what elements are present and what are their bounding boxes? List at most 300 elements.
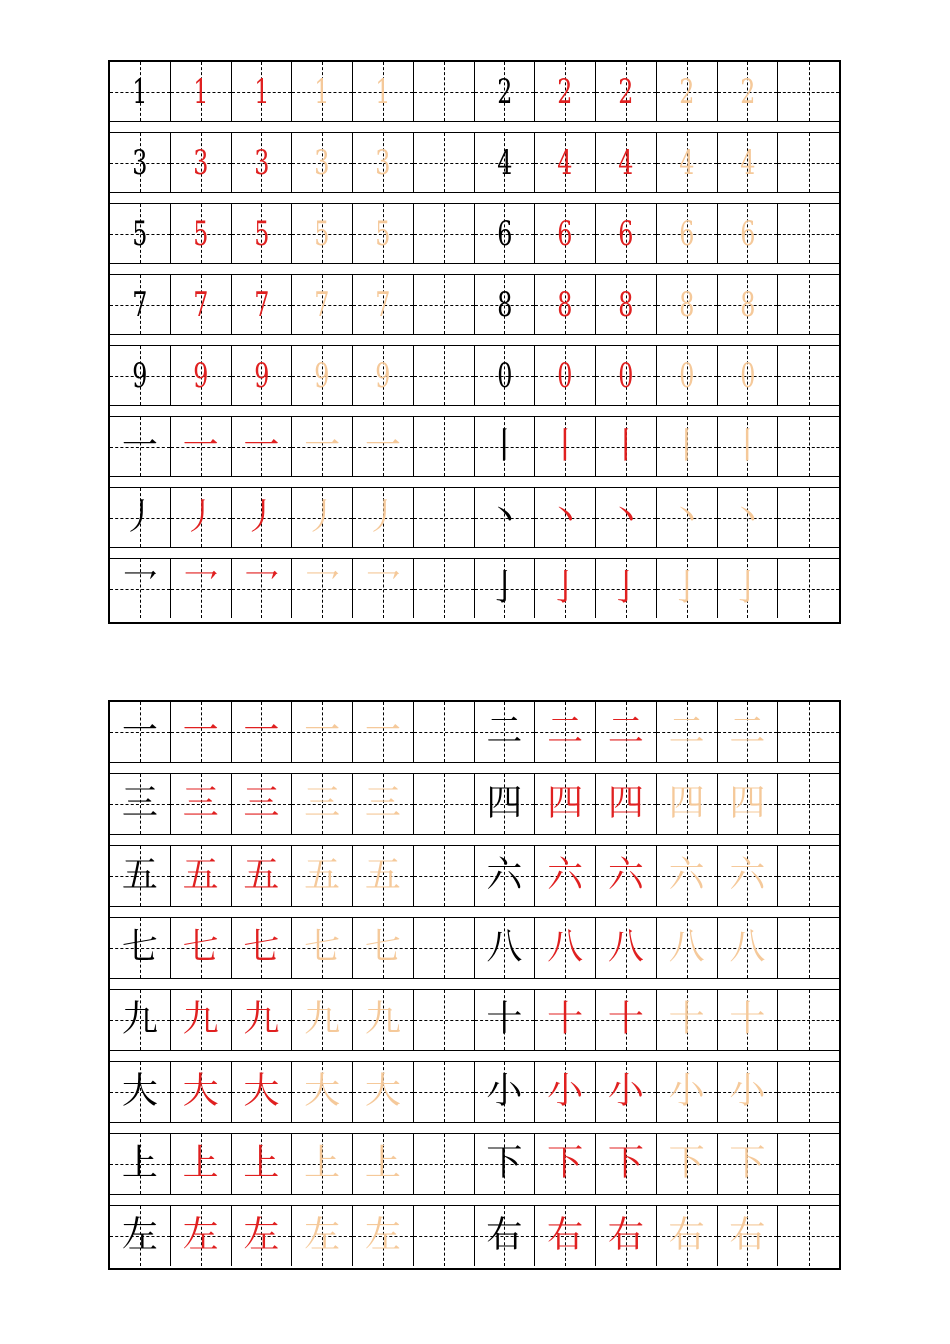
row-separator — [110, 334, 839, 346]
writing-cell[interactable] — [171, 275, 232, 334]
writing-cell[interactable] — [110, 417, 171, 476]
writing-cell[interactable] — [171, 1206, 232, 1266]
writing-cell[interactable] — [414, 62, 475, 121]
writing-cell[interactable] — [657, 417, 718, 476]
guide-line-vertical — [809, 559, 810, 618]
writing-cell[interactable] — [657, 1062, 718, 1122]
writing-cell[interactable] — [292, 346, 353, 405]
writing-cell[interactable] — [475, 702, 536, 762]
writing-cell[interactable] — [292, 133, 353, 192]
writing-cell[interactable] — [718, 346, 779, 405]
writing-cell[interactable] — [353, 990, 414, 1050]
writing-cell[interactable] — [657, 133, 718, 192]
writing-cell[interactable] — [353, 702, 414, 762]
row-separator — [110, 834, 839, 846]
writing-cell[interactable] — [657, 275, 718, 334]
writing-cell[interactable] — [778, 62, 839, 121]
writing-cell[interactable] — [171, 133, 232, 192]
writing-cell[interactable] — [778, 1206, 839, 1266]
writing-cell[interactable] — [535, 990, 596, 1050]
guide-line-vertical — [809, 774, 810, 834]
model-character: 三 — [121, 782, 158, 824]
writing-cell[interactable] — [596, 275, 657, 334]
writing-cell[interactable] — [596, 990, 657, 1050]
writing-cell[interactable] — [657, 990, 718, 1050]
writing-cell[interactable] — [292, 918, 353, 978]
model-character: 下 — [486, 1142, 523, 1184]
writing-cell[interactable] — [718, 918, 779, 978]
writing-cell[interactable] — [414, 275, 475, 334]
writing-cell[interactable] — [718, 275, 779, 334]
model-character: 亅 — [486, 566, 523, 608]
writing-cell[interactable] — [535, 204, 596, 263]
writing-cell[interactable] — [414, 204, 475, 263]
guide-line-vertical — [444, 133, 445, 192]
writing-cell[interactable] — [657, 1134, 718, 1194]
model-character: 7 — [132, 284, 148, 325]
model-character: 6 — [496, 213, 512, 254]
writing-cell[interactable] — [110, 62, 171, 121]
trace-character: 2 — [739, 71, 755, 112]
writing-cell[interactable] — [778, 702, 839, 762]
writing-cell[interactable] — [232, 204, 293, 263]
trace-character: 十 — [668, 998, 705, 1040]
writing-cell[interactable] — [232, 133, 293, 192]
writing-cell[interactable] — [535, 133, 596, 192]
writing-cell[interactable] — [596, 918, 657, 978]
writing-cell[interactable] — [718, 774, 779, 834]
writing-cell[interactable] — [596, 1062, 657, 1122]
writing-cell[interactable] — [171, 559, 232, 618]
guide-line-vertical — [444, 774, 445, 834]
trace-character: 大 — [304, 1070, 341, 1112]
writing-cell[interactable] — [414, 990, 475, 1050]
writing-cell[interactable] — [110, 275, 171, 334]
writing-cell[interactable] — [718, 204, 779, 263]
practice-row — [110, 488, 839, 547]
trace-character: 七 — [243, 926, 280, 968]
practice-row — [110, 990, 839, 1050]
writing-cell[interactable] — [232, 1134, 293, 1194]
writing-cell[interactable] — [718, 133, 779, 192]
guide-line-vertical — [444, 990, 445, 1050]
writing-cell[interactable] — [718, 559, 779, 618]
writing-cell[interactable] — [718, 846, 779, 906]
trace-character: 0 — [557, 355, 573, 396]
trace-character: 丨 — [547, 424, 584, 466]
writing-cell[interactable] — [778, 488, 839, 547]
writing-cell[interactable] — [171, 62, 232, 121]
trace-character: 乛 — [364, 566, 401, 608]
guide-line-vertical — [444, 846, 445, 906]
trace-character: 六 — [547, 854, 584, 896]
trace-character: 5 — [375, 213, 391, 254]
trace-character: 亅 — [607, 566, 644, 608]
practice-row — [110, 846, 839, 906]
writing-cell[interactable] — [596, 702, 657, 762]
writing-cell[interactable] — [535, 702, 596, 762]
trace-character: 三 — [304, 782, 341, 824]
writing-cell[interactable] — [414, 488, 475, 547]
writing-cell[interactable] — [718, 417, 779, 476]
trace-character: 6 — [679, 213, 695, 254]
trace-character: 乛 — [182, 566, 219, 608]
writing-cell[interactable] — [535, 846, 596, 906]
writing-cell[interactable] — [475, 62, 536, 121]
writing-cell[interactable] — [171, 346, 232, 405]
writing-cell[interactable] — [535, 559, 596, 618]
trace-character: 一 — [364, 424, 401, 466]
writing-cell[interactable] — [292, 417, 353, 476]
writing-cell[interactable] — [596, 133, 657, 192]
trace-character: 小 — [668, 1070, 705, 1112]
writing-cell[interactable] — [657, 204, 718, 263]
writing-cell[interactable] — [414, 1134, 475, 1194]
writing-cell[interactable] — [110, 702, 171, 762]
trace-character: 右 — [729, 1214, 766, 1256]
trace-character: 9 — [375, 355, 391, 396]
writing-cell[interactable] — [353, 488, 414, 547]
writing-cell[interactable] — [778, 918, 839, 978]
trace-character: 二 — [607, 710, 644, 752]
writing-cell[interactable] — [657, 62, 718, 121]
trace-character: 7 — [314, 284, 330, 325]
trace-character: 下 — [547, 1142, 584, 1184]
guide-line-vertical — [444, 204, 445, 263]
writing-cell[interactable] — [414, 918, 475, 978]
writing-cell[interactable] — [535, 488, 596, 547]
writing-cell[interactable] — [353, 846, 414, 906]
writing-cell[interactable] — [110, 1134, 171, 1194]
writing-cell[interactable] — [475, 133, 536, 192]
writing-cell[interactable] — [718, 702, 779, 762]
trace-character: 大 — [243, 1070, 280, 1112]
writing-cell[interactable] — [475, 990, 536, 1050]
trace-character: 六 — [668, 854, 705, 896]
guide-line-vertical — [809, 204, 810, 263]
writing-cell[interactable] — [718, 990, 779, 1050]
trace-character: 1 — [193, 71, 209, 112]
writing-cell[interactable] — [596, 1134, 657, 1194]
writing-cell[interactable] — [110, 990, 171, 1050]
writing-cell[interactable] — [718, 488, 779, 547]
writing-cell[interactable] — [110, 918, 171, 978]
writing-cell[interactable] — [232, 488, 293, 547]
model-character: 小 — [486, 1070, 523, 1112]
writing-cell[interactable] — [475, 488, 536, 547]
model-character: 一 — [121, 424, 158, 466]
trace-character: 3 — [375, 142, 391, 183]
writing-cell[interactable] — [475, 1062, 536, 1122]
trace-character: 亅 — [668, 566, 705, 608]
writing-cell[interactable] — [657, 1206, 718, 1266]
writing-cell[interactable] — [535, 918, 596, 978]
writing-cell[interactable] — [657, 702, 718, 762]
writing-cell[interactable] — [657, 488, 718, 547]
writing-cell[interactable] — [414, 846, 475, 906]
trace-character: 左 — [304, 1214, 341, 1256]
writing-cell[interactable] — [171, 204, 232, 263]
trace-character: 七 — [304, 926, 341, 968]
writing-cell[interactable] — [596, 346, 657, 405]
writing-cell[interactable] — [292, 774, 353, 834]
writing-cell[interactable] — [171, 417, 232, 476]
trace-character: 4 — [557, 142, 573, 183]
writing-cell[interactable] — [110, 559, 171, 618]
writing-cell[interactable] — [718, 1206, 779, 1266]
writing-cell[interactable] — [657, 559, 718, 618]
writing-cell[interactable] — [475, 846, 536, 906]
writing-cell[interactable] — [596, 488, 657, 547]
writing-cell[interactable] — [475, 559, 536, 618]
writing-cell[interactable] — [292, 846, 353, 906]
writing-cell[interactable] — [232, 275, 293, 334]
writing-cell[interactable] — [778, 774, 839, 834]
writing-cell[interactable] — [414, 346, 475, 405]
trace-character: 7 — [193, 284, 209, 325]
writing-cell[interactable] — [657, 346, 718, 405]
writing-cell[interactable] — [171, 488, 232, 547]
writing-cell[interactable] — [353, 133, 414, 192]
writing-cell[interactable] — [232, 559, 293, 618]
trace-character: 一 — [182, 424, 219, 466]
writing-cell[interactable] — [535, 275, 596, 334]
guide-line-vertical — [444, 275, 445, 334]
writing-cell[interactable] — [232, 62, 293, 121]
trace-character: 8 — [739, 284, 755, 325]
trace-character: 七 — [182, 926, 219, 968]
writing-cell[interactable] — [778, 417, 839, 476]
writing-cell[interactable] — [596, 417, 657, 476]
writing-cell[interactable] — [778, 133, 839, 192]
writing-cell[interactable] — [778, 346, 839, 405]
writing-cell[interactable] — [353, 559, 414, 618]
writing-cell[interactable] — [232, 702, 293, 762]
writing-cell[interactable] — [475, 275, 536, 334]
row-separator — [110, 547, 839, 559]
writing-cell[interactable] — [171, 846, 232, 906]
writing-cell[interactable] — [596, 204, 657, 263]
writing-cell[interactable] — [110, 846, 171, 906]
writing-cell[interactable] — [353, 204, 414, 263]
writing-cell[interactable] — [292, 488, 353, 547]
writing-cell[interactable] — [718, 1062, 779, 1122]
writing-cell[interactable] — [110, 346, 171, 405]
writing-cell[interactable] — [353, 417, 414, 476]
writing-cell[interactable] — [778, 1134, 839, 1194]
trace-character: 二 — [547, 710, 584, 752]
trace-character: 左 — [364, 1214, 401, 1256]
trace-character: 十 — [547, 998, 584, 1040]
writing-cell[interactable] — [596, 559, 657, 618]
writing-cell[interactable] — [353, 1134, 414, 1194]
model-character: 丶 — [486, 495, 523, 537]
writing-cell[interactable] — [596, 774, 657, 834]
writing-cell[interactable] — [292, 1134, 353, 1194]
writing-cell[interactable] — [657, 774, 718, 834]
writing-cell[interactable] — [718, 62, 779, 121]
model-character: 0 — [496, 355, 512, 396]
model-character: 五 — [121, 854, 158, 896]
trace-character: 九 — [304, 998, 341, 1040]
writing-cell[interactable] — [292, 1062, 353, 1122]
writing-cell[interactable] — [110, 488, 171, 547]
trace-character: 0 — [679, 355, 695, 396]
model-character: 七 — [121, 926, 158, 968]
guide-line-vertical — [444, 1134, 445, 1194]
trace-character: 八 — [729, 926, 766, 968]
trace-character: 五 — [364, 854, 401, 896]
writing-cell[interactable] — [171, 918, 232, 978]
writing-cell[interactable] — [353, 275, 414, 334]
writing-cell[interactable] — [292, 559, 353, 618]
writing-cell[interactable] — [535, 1062, 596, 1122]
writing-cell[interactable] — [475, 417, 536, 476]
trace-character: 下 — [729, 1142, 766, 1184]
writing-cell[interactable] — [778, 1062, 839, 1122]
trace-character: 丿 — [364, 495, 401, 537]
model-character: 左 — [121, 1214, 158, 1256]
writing-cell[interactable] — [596, 62, 657, 121]
writing-cell[interactable] — [596, 846, 657, 906]
writing-cell[interactable] — [596, 1206, 657, 1266]
writing-cell[interactable] — [535, 1134, 596, 1194]
writing-cell[interactable] — [414, 1062, 475, 1122]
writing-cell[interactable] — [353, 1062, 414, 1122]
writing-cell[interactable] — [171, 702, 232, 762]
writing-cell[interactable] — [171, 990, 232, 1050]
writing-cell[interactable] — [232, 774, 293, 834]
trace-character: 下 — [668, 1142, 705, 1184]
trace-character: 小 — [729, 1070, 766, 1112]
trace-character: 一 — [304, 424, 341, 466]
trace-character: 1 — [314, 71, 330, 112]
writing-cell[interactable] — [535, 417, 596, 476]
trace-character: 九 — [364, 998, 401, 1040]
writing-cell[interactable] — [110, 133, 171, 192]
writing-cell[interactable] — [657, 846, 718, 906]
writing-cell[interactable] — [292, 990, 353, 1050]
trace-character: 上 — [364, 1142, 401, 1184]
writing-cell[interactable] — [353, 918, 414, 978]
writing-cell[interactable] — [778, 559, 839, 618]
writing-cell[interactable] — [535, 1206, 596, 1266]
writing-cell[interactable] — [414, 1206, 475, 1266]
writing-cell[interactable] — [778, 204, 839, 263]
trace-character: 亅 — [729, 566, 766, 608]
trace-character: 二 — [668, 710, 705, 752]
writing-cell[interactable] — [110, 1206, 171, 1266]
writing-cell[interactable] — [292, 204, 353, 263]
writing-cell[interactable] — [414, 133, 475, 192]
writing-cell[interactable] — [232, 1062, 293, 1122]
writing-cell[interactable] — [535, 774, 596, 834]
model-character: 2 — [496, 71, 512, 112]
writing-cell[interactable] — [778, 846, 839, 906]
writing-cell[interactable] — [718, 1134, 779, 1194]
trace-character: 9 — [253, 355, 269, 396]
writing-cell[interactable] — [232, 846, 293, 906]
writing-cell[interactable] — [414, 559, 475, 618]
trace-character: 丿 — [304, 495, 341, 537]
model-character: 3 — [132, 142, 148, 183]
writing-cell[interactable] — [232, 918, 293, 978]
writing-cell[interactable] — [232, 990, 293, 1050]
trace-character: 8 — [557, 284, 573, 325]
trace-character: 8 — [618, 284, 634, 325]
model-character: 九 — [121, 998, 158, 1040]
writing-cell[interactable] — [475, 1134, 536, 1194]
model-character: 一 — [121, 710, 158, 752]
guide-line-vertical — [444, 702, 445, 762]
writing-cell[interactable] — [292, 702, 353, 762]
writing-cell[interactable] — [414, 702, 475, 762]
writing-cell[interactable] — [475, 918, 536, 978]
writing-cell[interactable] — [171, 774, 232, 834]
guide-line-vertical — [809, 990, 810, 1050]
writing-cell[interactable] — [778, 275, 839, 334]
trace-character: 丨 — [729, 424, 766, 466]
model-character: 丨 — [486, 424, 523, 466]
trace-character: 6 — [739, 213, 755, 254]
writing-cell[interactable] — [171, 1062, 232, 1122]
trace-character: 五 — [243, 854, 280, 896]
writing-cell[interactable] — [110, 204, 171, 263]
writing-cell[interactable] — [353, 346, 414, 405]
writing-cell[interactable] — [535, 346, 596, 405]
trace-character: 四 — [607, 782, 644, 824]
practice-row — [110, 62, 839, 121]
writing-cell[interactable] — [353, 62, 414, 121]
trace-character: 九 — [243, 998, 280, 1040]
writing-cell[interactable] — [110, 774, 171, 834]
trace-character: 小 — [607, 1070, 644, 1112]
writing-cell[interactable] — [475, 346, 536, 405]
writing-cell[interactable] — [414, 417, 475, 476]
writing-cell[interactable] — [292, 275, 353, 334]
writing-cell[interactable] — [414, 774, 475, 834]
writing-cell[interactable] — [292, 1206, 353, 1266]
trace-character: 丶 — [547, 495, 584, 537]
writing-cell[interactable] — [232, 417, 293, 476]
writing-cell[interactable] — [475, 774, 536, 834]
writing-cell[interactable] — [475, 204, 536, 263]
model-character: 上 — [121, 1142, 158, 1184]
trace-character: 7 — [375, 284, 391, 325]
trace-character: 丶 — [729, 495, 766, 537]
writing-cell[interactable] — [353, 1206, 414, 1266]
trace-character: 上 — [182, 1142, 219, 1184]
trace-character: 丨 — [668, 424, 705, 466]
writing-cell[interactable] — [657, 918, 718, 978]
writing-cell[interactable] — [232, 1206, 293, 1266]
row-separator — [110, 1050, 839, 1062]
trace-character: 乛 — [304, 566, 341, 608]
writing-cell[interactable] — [475, 1206, 536, 1266]
model-character: 5 — [132, 213, 148, 254]
writing-cell[interactable] — [778, 990, 839, 1050]
writing-cell[interactable] — [171, 1134, 232, 1194]
row-separator — [110, 906, 839, 918]
guide-line-vertical — [809, 702, 810, 762]
practice-row — [110, 204, 839, 263]
writing-cell[interactable] — [292, 62, 353, 121]
writing-cell[interactable] — [110, 1062, 171, 1122]
writing-cell[interactable] — [353, 774, 414, 834]
writing-cell[interactable] — [232, 346, 293, 405]
model-character: 二 — [486, 710, 523, 752]
writing-cell[interactable] — [535, 62, 596, 121]
